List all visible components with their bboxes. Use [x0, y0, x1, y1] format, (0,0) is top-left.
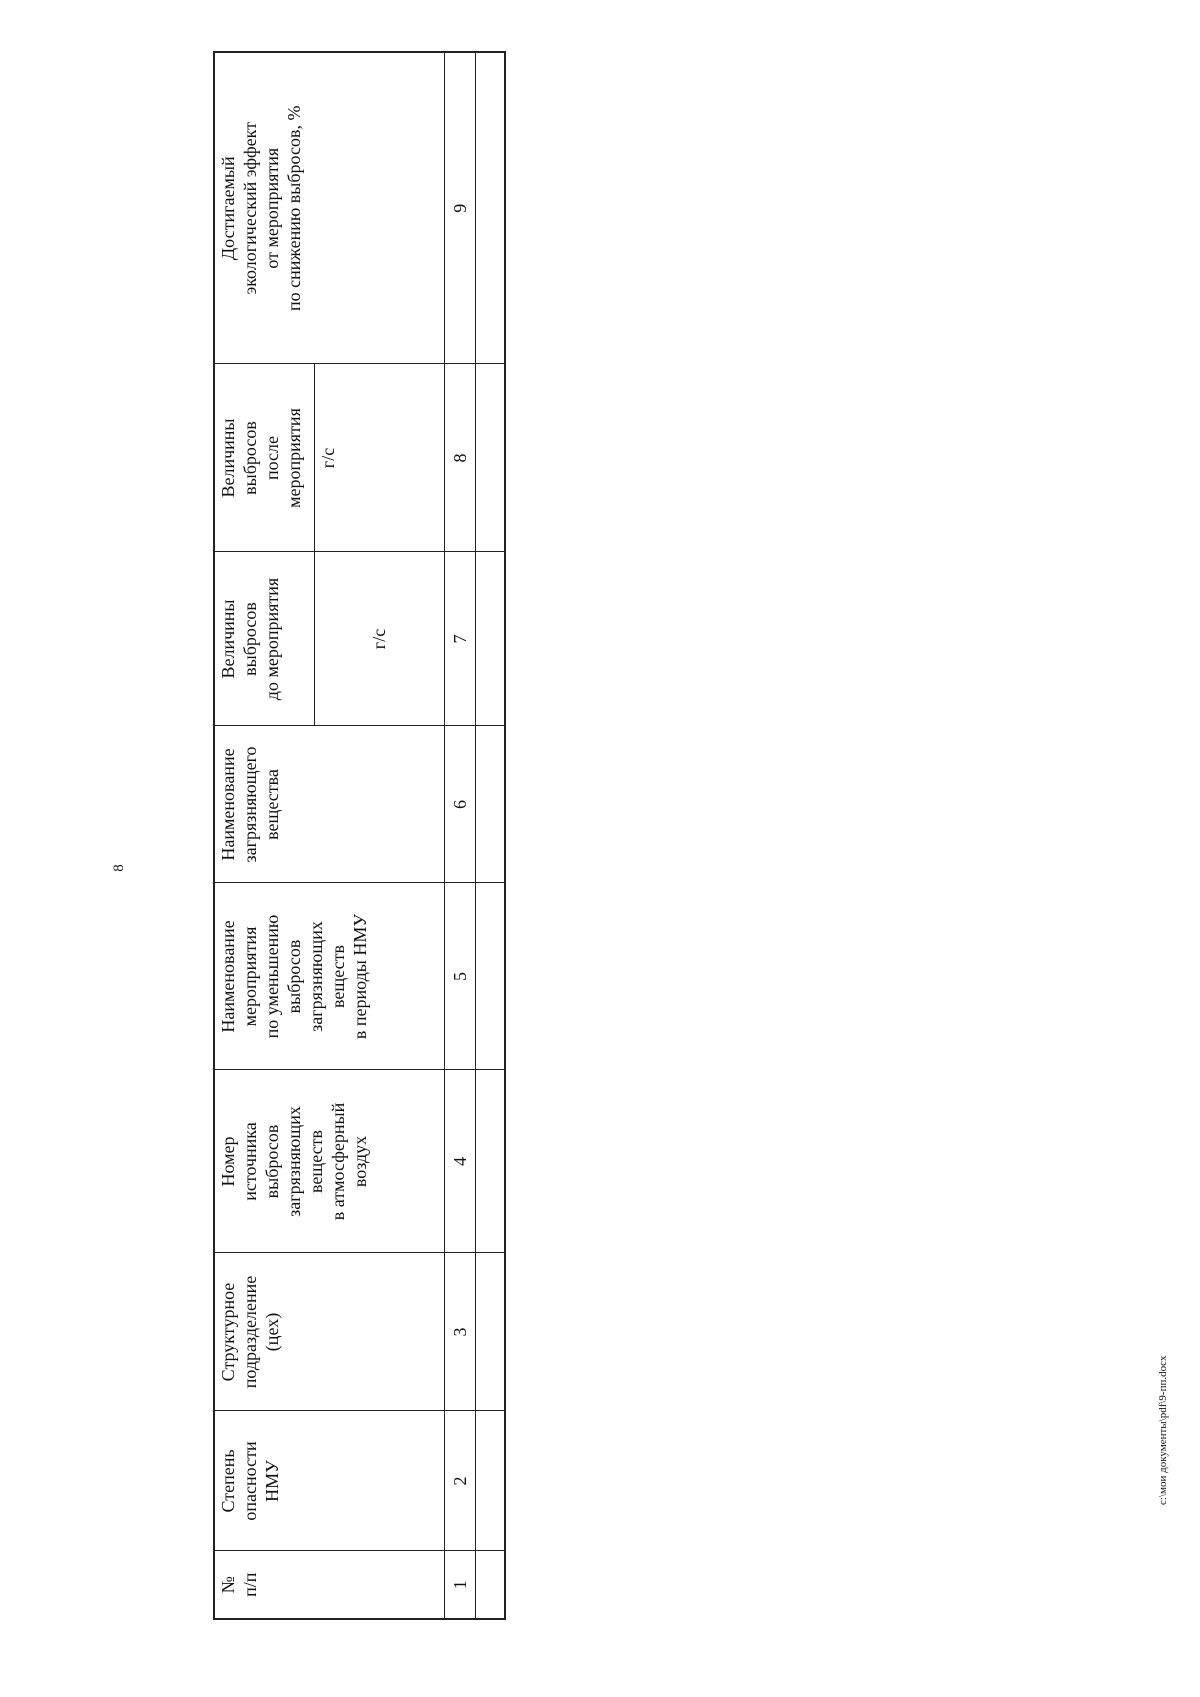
empty-cell	[475, 1411, 505, 1551]
header-label: Величины выбросов после мероприятия	[218, 408, 304, 508]
header-cell-department	[214, 1253, 444, 1411]
page-number: 8	[111, 864, 127, 872]
header-cell-pollutant-name	[214, 726, 444, 883]
column-number-cell: 9	[444, 52, 475, 364]
header-cell-number	[214, 1551, 444, 1619]
header-label: Достигаемый экологический эффект от мероприятия по снижению выбросов, %	[218, 105, 304, 311]
column-number-row	[444, 52, 475, 1619]
header-label: Наименование мероприятия по уменьшению выбросов загрязняющих веществ в периоды НМУ	[218, 913, 370, 1040]
column-number-cell: 4	[444, 1070, 475, 1253]
column-number-cell: 6	[444, 726, 475, 883]
header-cell-ecological-effect	[214, 52, 444, 364]
empty-cell	[475, 364, 505, 552]
header-cell-source-number	[214, 1070, 444, 1253]
empty-cell	[475, 883, 505, 1070]
empty-cell	[475, 552, 505, 726]
empty-cell	[475, 726, 505, 883]
column-number-cell: 3	[444, 1253, 475, 1411]
empty-cell	[475, 1551, 505, 1619]
unit-cell-before: г/с	[314, 552, 444, 726]
column-number-cell: 7	[444, 552, 475, 726]
column-number-cell: 1	[444, 1551, 475, 1619]
header-label: Величины выбросов до мероприятия	[218, 577, 282, 701]
empty-cell	[475, 52, 505, 364]
empty-data-row	[475, 52, 505, 1619]
header-label: Номер источника выбросов загрязняющих веществ в атмосферный воздух	[218, 1102, 370, 1221]
header-row	[214, 52, 314, 1619]
column-number-cell: 8	[444, 364, 475, 552]
file-path-footer: c:\мои документы\pdf\9-пп.docx	[1157, 1355, 1169, 1505]
header-cell-hazard-degree	[214, 1411, 444, 1551]
header-cell-measure-name	[214, 883, 444, 1070]
empty-cell	[475, 1070, 505, 1253]
column-number-cell: 2	[444, 1411, 475, 1551]
header-cell-emissions-after	[214, 364, 314, 552]
nmu-measures-table	[213, 51, 506, 1620]
table-container	[213, 53, 500, 1620]
header-label: № п/п	[218, 1572, 260, 1597]
empty-cell	[475, 1253, 505, 1411]
column-number-cell: 5	[444, 883, 475, 1070]
header-label: Наименование загрязняющего вещества	[218, 746, 282, 863]
header-label: Степень опасности НМУ	[218, 1441, 282, 1521]
header-cell-emissions-before	[214, 552, 314, 726]
header-label: Структурное подразделение (цех)	[218, 1275, 282, 1389]
unit-cell-after: г/с	[314, 364, 444, 552]
